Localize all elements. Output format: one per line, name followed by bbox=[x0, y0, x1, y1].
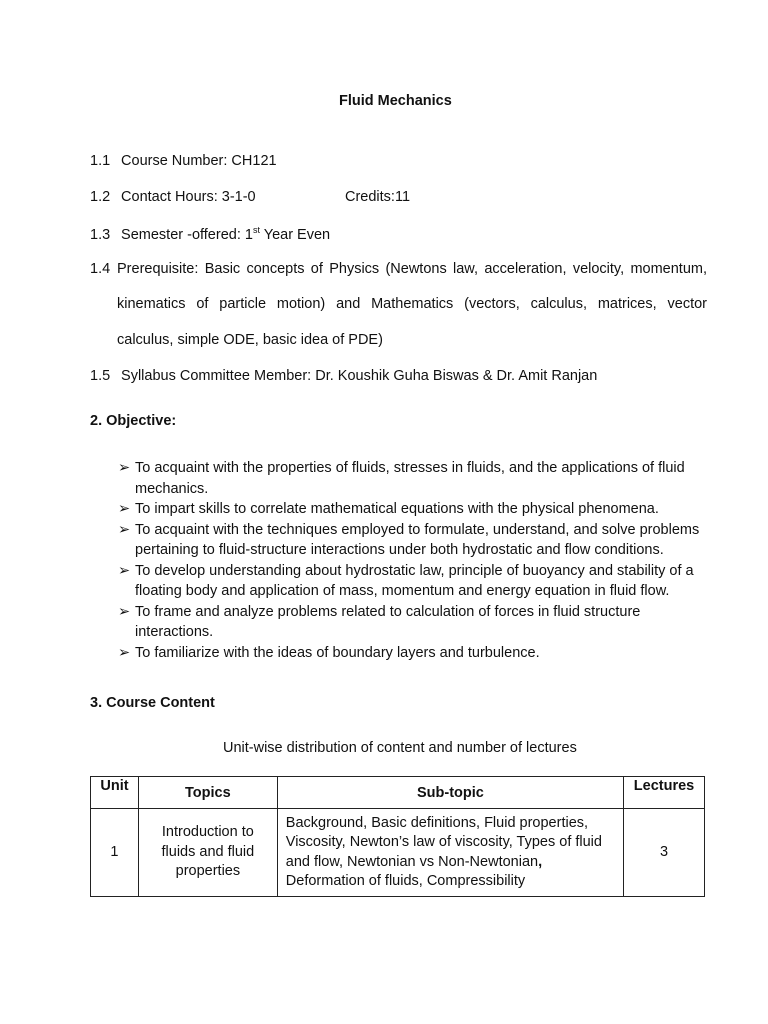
subtopic-comma: , bbox=[538, 853, 543, 870]
header-subtopic: Sub-topic bbox=[277, 777, 623, 809]
objective-text: To impart skills to correlate mathematical equations with the physical phenomena. bbox=[135, 501, 659, 517]
course-content-heading: 3. Course Content bbox=[90, 695, 215, 711]
unit-cell: 1 bbox=[91, 809, 139, 897]
item-number: 1.3 bbox=[90, 226, 111, 243]
course-content-table bbox=[90, 776, 705, 897]
document-title: Fluid Mechanics bbox=[339, 93, 452, 109]
contact-hours-line bbox=[90, 189, 256, 205]
objective-text: To develop understanding about hydrostatic law, principle of buoyancy and stability of a floating body and application of mass, momentum and energy equation in fluid flow. bbox=[135, 562, 694, 599]
arrow-bullet-icon: ➢ bbox=[118, 562, 131, 579]
lectures-cell: 3 bbox=[624, 809, 705, 897]
item-superscript: st bbox=[252, 225, 260, 235]
topic-cell: Introduction to fluids and fluid properties bbox=[138, 809, 277, 897]
item-text: Contact Hours: 3-1-0 bbox=[121, 189, 256, 205]
syllabus-committee-line bbox=[90, 368, 597, 384]
list-item bbox=[118, 602, 708, 643]
objective-text: To acquaint with the techniques employed to formulate, understand, and solve problems pertaining to fluid-structure interactions under both hydrostatic and flow conditions. bbox=[135, 521, 700, 558]
prerequisite-text-line-1 bbox=[117, 261, 707, 277]
header-lectures: Lectures bbox=[624, 777, 705, 809]
item-text: Course Number: CH121 bbox=[121, 153, 277, 169]
item-text: kinematics of particle motion) and Mathematics (vectors, calculus, matrices, vector bbox=[117, 296, 707, 312]
item-number: 1.5 bbox=[90, 368, 111, 384]
item-text: Semester -offered: 1 bbox=[121, 226, 253, 243]
arrow-bullet-icon: ➢ bbox=[118, 501, 131, 517]
objectives-list bbox=[118, 458, 708, 663]
semester-line bbox=[90, 225, 330, 243]
header-unit: Unit bbox=[91, 777, 139, 809]
prerequisite-line bbox=[90, 261, 117, 277]
item-number: 1.4 bbox=[90, 261, 111, 277]
item-number: 1.2 bbox=[90, 189, 111, 205]
subtopic-cell bbox=[277, 809, 623, 897]
objective-text: To frame and analyze problems related to calculation of forces in fluid structure interactions. bbox=[135, 603, 641, 640]
item-text: Prerequisite: Basic concepts of Physics (Newtons law, acceleration, velocity, momentum, bbox=[117, 261, 707, 277]
table-row bbox=[91, 809, 705, 897]
objective-text: To familiarize with the ideas of boundary layers and turbulence. bbox=[135, 644, 540, 661]
item-text: Syllabus Committee Member: Dr. Koushik Guha Biswas & Dr. Amit Ranjan bbox=[121, 368, 598, 384]
table-header-row bbox=[91, 777, 705, 809]
list-item bbox=[118, 643, 708, 664]
course-number-line bbox=[90, 153, 277, 169]
credits-text: Credits:11 bbox=[345, 189, 411, 205]
objective-heading: 2. Objective: bbox=[90, 413, 177, 429]
objective-text: To acquaint with the properties of fluids, stresses in fluids, and the applications of fluid mechanics. bbox=[135, 460, 685, 497]
prerequisite-text-line-3: calculus, simple ODE, basic idea of PDE) bbox=[117, 332, 383, 348]
item-text: Year Even bbox=[259, 226, 331, 243]
item-number: 1.1 bbox=[90, 153, 111, 169]
table-caption: Unit-wise distribution of content and number of lectures bbox=[223, 740, 577, 756]
arrow-bullet-icon: ➢ bbox=[118, 603, 131, 620]
arrow-bullet-icon: ➢ bbox=[118, 521, 131, 538]
list-item bbox=[118, 499, 708, 520]
list-item bbox=[118, 458, 708, 499]
list-item bbox=[118, 520, 708, 561]
prerequisite-text-line-2 bbox=[117, 296, 707, 312]
header-topics: Topics bbox=[138, 777, 277, 809]
arrow-bullet-icon: ➢ bbox=[118, 644, 131, 661]
arrow-bullet-icon: ➢ bbox=[118, 460, 131, 476]
subtopic-text-end: Deformation of fluids, Compressibility bbox=[285, 873, 526, 889]
subtopic-text: Background, Basic definitions, Fluid properties, Viscosity, Newton’s law of viscosity, Types of fluid and flow, Newtonian vs Non-Newtonian bbox=[285, 814, 602, 870]
list-item bbox=[118, 561, 708, 602]
